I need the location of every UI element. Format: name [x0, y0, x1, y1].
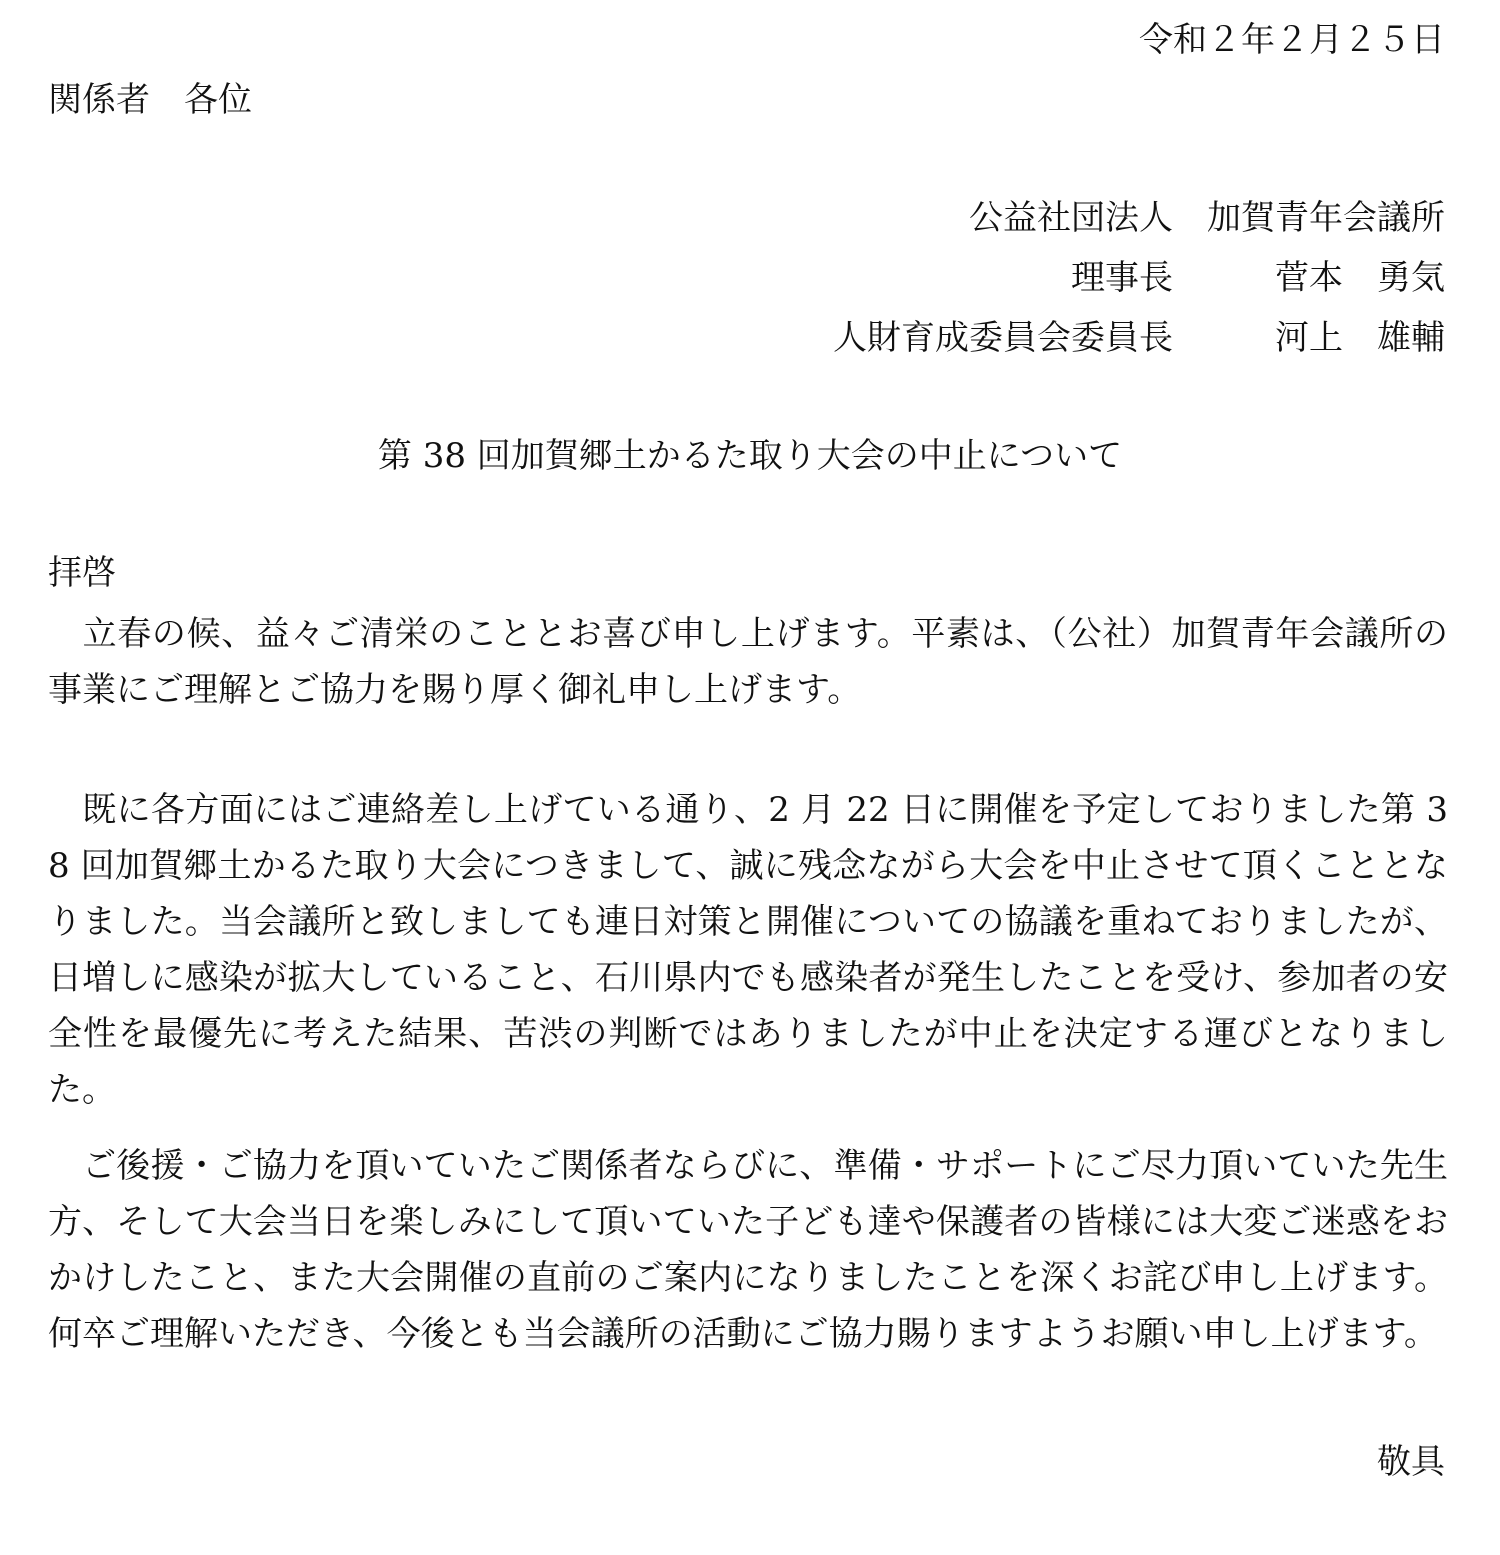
sender-organization: 公益社団法人 加賀青年会議所 — [969, 198, 1445, 238]
letter-date: 令和２年２月２５日 — [1139, 20, 1445, 60]
opening-salutation: 拝啓 — [48, 553, 116, 593]
paragraph-apology: ご後援・ご協力を頂いていたご関係者ならびに、準備・サポートにご尽力頂いていた先生方、そして大会当日を楽しみにして頂いていた子ども達や保護者の皆様には大変ご迷惑をおかけしたこと、また大会開催の直前のご案内になりましたことを深くお詫び申し上げます。何卒ご理解いただき、今後とも当会議所の活動にご協力賜りますようお願い申し上げます。 — [48, 1146, 1448, 1354]
paragraph-greeting: 立春の候、益々ご清栄のこととお喜び申し上げます。平素は、（公社）加賀青年会議所の事業にご理解とご協力を賜り厚く御礼申し上げます。 — [48, 614, 1448, 710]
letter-title: 第 38 回加賀郷土かるた取り大会の中止について — [377, 436, 1123, 476]
recipient-line: 関係者 各位 — [48, 80, 252, 120]
sender-committee-chair: 人財育成委員会委員長 河上 雄輔 — [833, 318, 1445, 358]
sender-block — [833, 188, 1445, 368]
sender-president: 理事長 菅本 勇気 — [1071, 258, 1445, 298]
closing-word: 敬具 — [1377, 1442, 1445, 1482]
paragraph-cancellation: 既に各方面にはご連絡差し上げている通り、2 月 22 日に開催を予定しておりました第 38 回加賀郷土かるた取り大会につきまして、誠に残念ながら大会を中止させて頂くこととなりました。当会議所と致しましても連日対策と開催についての協議を重ねておりましたが、日増しに感染が拡大していること、石川県内でも感染者が発生したことを受け、参加者の安全性を最優先に考えた結果、苦渋の判断ではありましたが中止を決定する運びとなりました。 — [48, 790, 1448, 1110]
